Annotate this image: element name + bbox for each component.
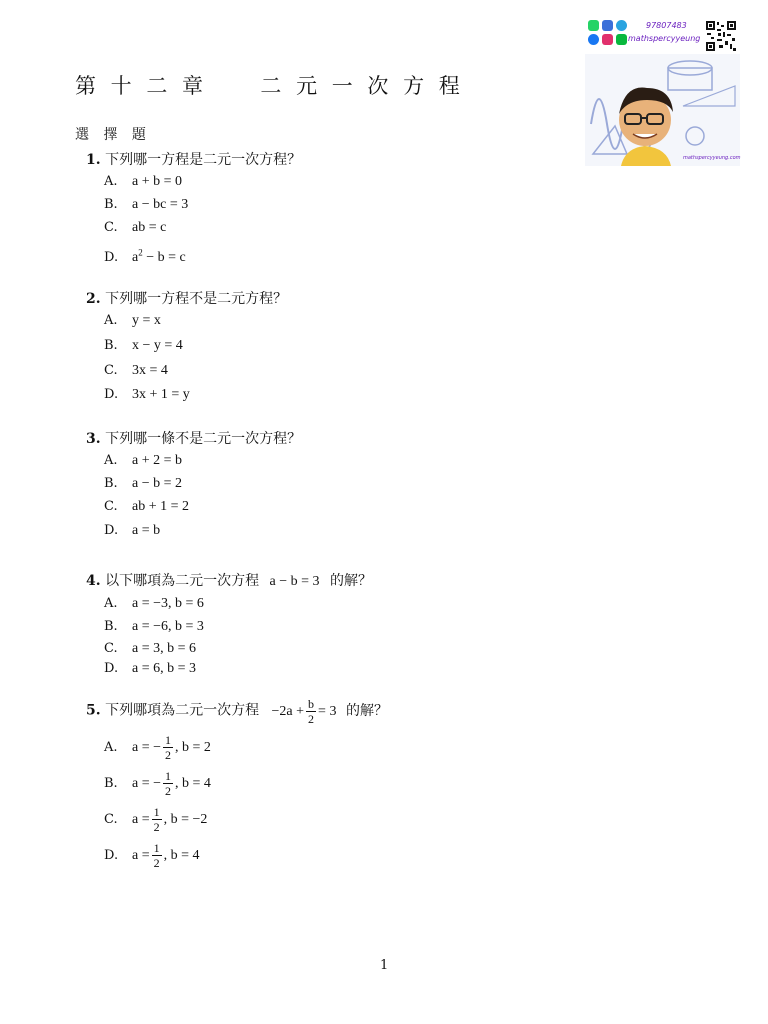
option-1c: C. ab = c xyxy=(104,220,167,235)
question-text: 下列哪一條不是二元一次方程？ xyxy=(105,431,302,447)
avatar xyxy=(585,54,740,166)
question-text: 以下哪項為二元一次方程 xyxy=(105,573,260,589)
question-number: 4. xyxy=(86,573,101,589)
facebook-icon xyxy=(588,34,599,45)
option-5a: A. a = − $\frac{1}{2}$ , b = 2 xyxy=(104,733,211,762)
question-1 xyxy=(86,149,301,169)
question-5: 5. 下列哪項為二元一次方程 −2a + $\frac{b}{2}$ = 3 的解？ xyxy=(86,697,388,726)
fraction: $\frac{1}{2}$ xyxy=(165,769,172,798)
question-text: 下列哪項為二元一次方程 xyxy=(105,702,260,719)
fraction: $\frac{b}{2}$ xyxy=(308,697,315,726)
question-number: 5. xyxy=(86,702,101,719)
question-text: 下列哪一方程是二元一次方程？ xyxy=(105,152,302,168)
social-handle: mathspercyyeung xyxy=(628,34,701,43)
social-links xyxy=(588,20,700,50)
option-1a: A. a + b = 0 xyxy=(104,174,183,189)
section-heading: 選 擇 題 xyxy=(75,127,151,143)
fraction: $\frac{1}{2}$ xyxy=(153,805,160,834)
whatsapp-icon xyxy=(588,20,599,31)
fraction: $\frac{1}{2}$ xyxy=(153,841,160,870)
question-2 xyxy=(86,288,287,308)
qr-code-icon xyxy=(705,20,737,52)
option-3d: D. a = b xyxy=(104,523,161,538)
option-4d: D. a = 6, b = 3 xyxy=(104,661,197,676)
question-equation: a − b = 3 xyxy=(269,574,320,589)
option-1b: B. a − bc = 3 xyxy=(104,197,189,212)
branding-panel xyxy=(585,18,740,166)
option-2d: D. 3x + 1 = y xyxy=(104,387,190,402)
option-3a: A. a + 2 = b xyxy=(104,453,183,468)
option-5b: B. a = − $\frac{1}{2}$ , b = 4 xyxy=(104,769,211,798)
question-3 xyxy=(86,428,301,448)
option-2a: A. y = x xyxy=(104,313,161,328)
option-1d: D. $a^2 - b = c$ xyxy=(104,247,186,265)
question-equation: −2a + $\frac{b}{2}$ = 3 xyxy=(271,697,337,726)
question-number: 1. xyxy=(86,152,101,168)
instagram-icon xyxy=(602,34,613,45)
option-3c: C. ab + 1 = 2 xyxy=(104,499,190,514)
phone-number: 97807483 xyxy=(646,21,687,30)
message-icon xyxy=(602,20,613,31)
option-5d: D. a = $\frac{1}{2}$ , b = 4 xyxy=(104,841,200,870)
question-text: 下列哪一方程不是二元方程？ xyxy=(105,291,288,307)
page-number: 1 xyxy=(380,958,389,973)
question-4: 4. 以下哪項為二元一次方程 a − b = 3 的解？ xyxy=(86,573,372,589)
wechat-icon xyxy=(616,34,627,45)
website-label: mathspercyyeung.com xyxy=(683,155,741,161)
fraction: $\frac{1}{2}$ xyxy=(165,733,172,762)
telegram-icon xyxy=(616,20,627,31)
option-4b: B. a = −6, b = 3 xyxy=(104,619,204,634)
chapter-title: 第 十 二 章 二 元 一 次 方 程 xyxy=(75,74,464,98)
option-4a: A. a = −3, b = 6 xyxy=(104,596,204,611)
option-2b: B. x − y = 4 xyxy=(104,338,183,353)
option-5c: C. a = $\frac{1}{2}$ , b = −2 xyxy=(104,805,208,834)
question-number: 3. xyxy=(86,431,101,447)
question-number: 2. xyxy=(86,291,101,307)
option-2c: C. 3x = 4 xyxy=(104,363,168,378)
option-4c: C. a = 3, b = 6 xyxy=(104,641,197,656)
option-3b: B. a − b = 2 xyxy=(104,476,183,491)
